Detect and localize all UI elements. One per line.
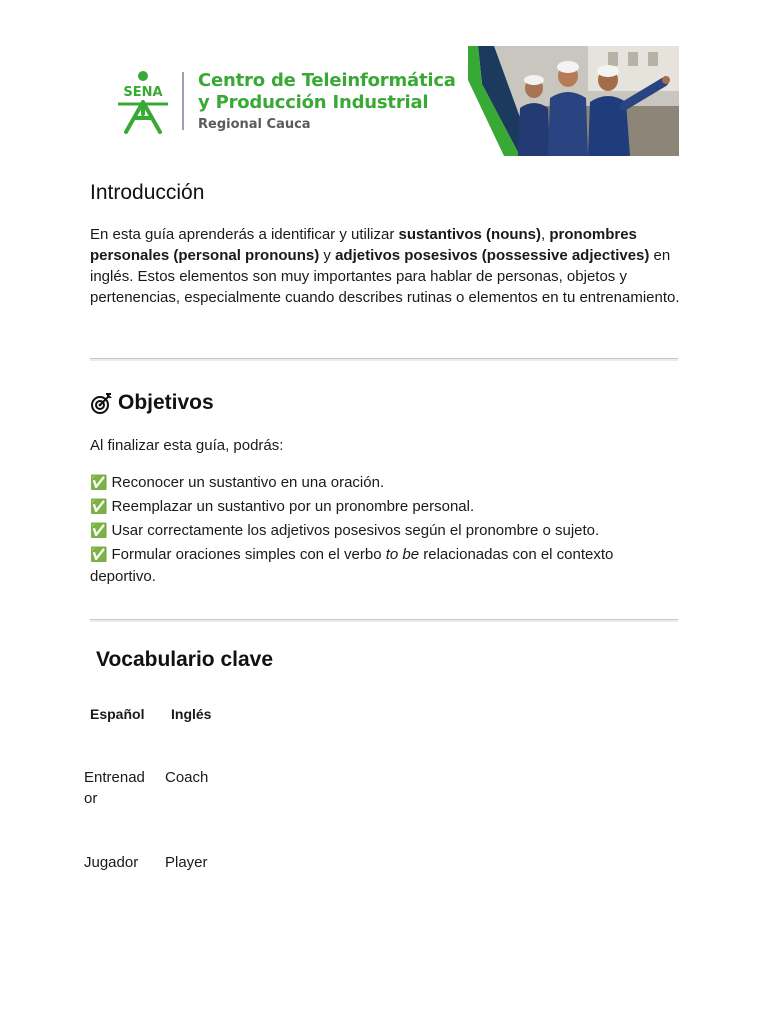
objective-italic-to-be: to be — [385, 546, 420, 563]
banner-title-line2: y Producción Industrial — [198, 92, 429, 113]
banner-subtitle: Regional Cauca — [198, 117, 311, 132]
objective-text: Usar correctamente los adjetivos posesivos según el pronombre o sujeto. — [111, 522, 600, 539]
list-item — [90, 520, 680, 542]
check-icon: ✅ — [90, 499, 108, 515]
check-icon: ✅ — [90, 523, 108, 539]
check-icon: ✅ — [90, 475, 108, 491]
intro-text: , — [541, 226, 550, 243]
objective-text: Reconocer un sustantivo en una oración. — [111, 474, 385, 491]
objective-text: Reemplazar un sustantivo por un pronombre personal. — [111, 498, 475, 515]
table-cell-english: Player — [165, 854, 208, 871]
header-banner — [90, 46, 679, 156]
objective-text: relacionadas con el contexto deportivo. — [90, 546, 614, 585]
table-cell-spanish: Jugador — [84, 854, 139, 871]
section-divider — [90, 619, 678, 622]
banner-title-line1: Centro de Teleinformática — [198, 70, 456, 91]
table-header-english: Inglés — [171, 706, 212, 722]
objectives-intro: Al finalizar esta guía, podrás: — [90, 437, 284, 454]
objectives-heading — [90, 391, 214, 415]
vocabulary-heading: Vocabulario clave — [96, 648, 274, 671]
list-item — [90, 496, 680, 518]
intro-text: en inglés. Estos elementos son muy importantes para hablar de personas, objetos y pertenencias, especialmente cuando describes rutinas o elementos en tu entrenamiento. — [90, 247, 680, 306]
intro-bold-nouns: sustantivos (nouns) — [398, 226, 542, 243]
objectives-list — [90, 472, 680, 590]
check-icon: ✅ — [90, 547, 108, 563]
sena-logo — [114, 70, 172, 134]
target-icon — [90, 391, 114, 415]
intro-bold-possessives: adjetivos posesivos (possessive adjectives) — [335, 247, 650, 264]
section-divider — [90, 358, 678, 361]
list-item — [90, 544, 680, 588]
sena-logo-text: SENA — [123, 85, 163, 100]
logo-divider — [182, 72, 184, 130]
intro-bold-pronouns: pronombres personales (personal pronouns) — [90, 226, 637, 264]
workers-photo — [468, 46, 679, 156]
objectives-heading-text: Objetivos — [118, 391, 214, 414]
introduction-heading: Introducción — [90, 181, 205, 204]
objective-text: Formular oraciones simples con el verbo — [111, 546, 386, 563]
list-item — [90, 472, 680, 494]
introduction-paragraph — [90, 224, 680, 308]
intro-text: En esta guía aprenderás a identificar y utilizar — [90, 226, 399, 243]
table-header-spanish: Español — [90, 706, 145, 722]
table-cell-english: Coach — [165, 769, 209, 786]
intro-text: y — [319, 247, 336, 264]
table-cell-spanish: Entrenador — [84, 769, 145, 807]
